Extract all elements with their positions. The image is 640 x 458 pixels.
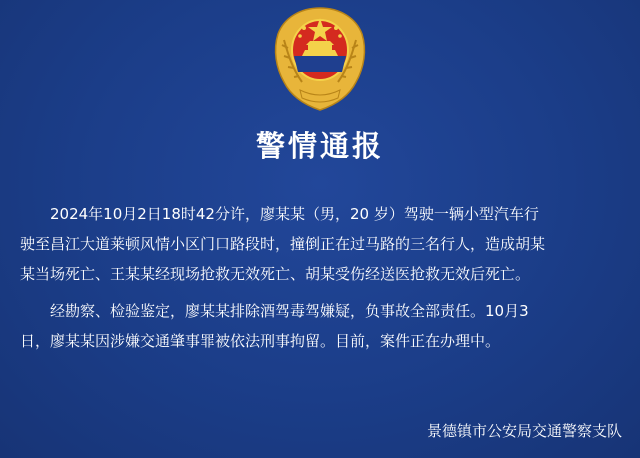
paragraph-1-line-3: 某当场死亡、王某某经现场抢救无效死亡、胡某受伤经送医抢救无效后死亡。 — [20, 265, 531, 283]
police-emblem-icon — [270, 4, 370, 114]
notice-title: 警情通报 — [255, 129, 384, 163]
paragraph-1-line-1: 2024年10月2日18时42分许，廖某某（男，20 岁）驾驶一辆小型汽车行 — [20, 205, 539, 223]
notice-paragraph-1 — [20, 199, 625, 289]
paragraph-2-line-1: 经勘察、检验鉴定，廖某某排除酒驾毒驾嫌疑，负事故全部责任。10月3 — [20, 302, 529, 320]
paragraph-2-line-2: 日，廖某某因涉嫌交通肇事罪被依法刑事拘留。目前，案件正在办理中。 — [20, 332, 501, 350]
paragraph-1-line-2: 驶至昌江大道莱顿风情小区门口路段时，撞倒正在过马路的三名行人，造成胡某 — [20, 235, 546, 253]
issuer-signature: 景德镇市公安局交通警察支队 — [426, 422, 622, 440]
notice-paragraph-2 — [20, 296, 625, 356]
